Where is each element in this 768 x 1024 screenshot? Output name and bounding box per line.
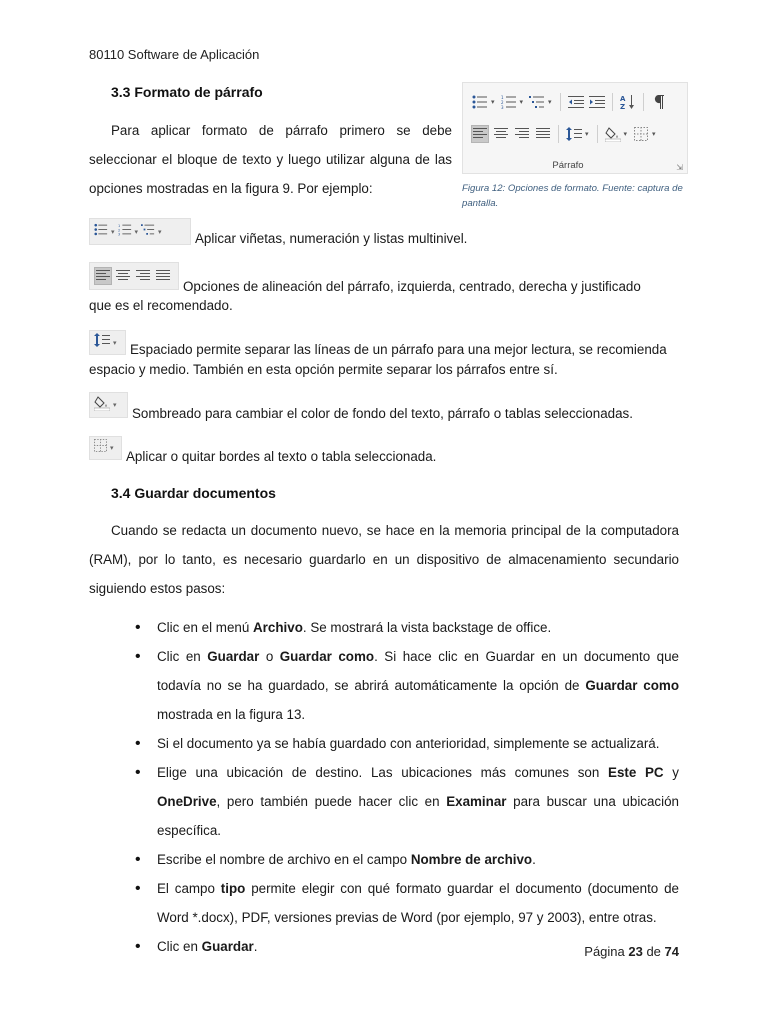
page-number: Página 23 de 74 [584, 944, 679, 959]
decrease-indent-icon [567, 93, 585, 111]
svg-text:A: A [619, 95, 625, 103]
numbering-icon [500, 93, 518, 111]
increase-indent-icon [588, 93, 606, 111]
align-right-icon [513, 125, 531, 143]
align-center-icon [114, 267, 132, 285]
section-title-3-3: 3.3 Formato de párrafo [111, 84, 263, 100]
numbering-icon [118, 223, 132, 241]
borders-button-image: ▾ [89, 436, 122, 460]
borders-icon [632, 125, 650, 143]
list-item: • Elige una ubicación de destino. Las ubicaciones más comunes son Este PC y OneDrive, pero también puede hacer clic en Examinar para buscar una ubicación específica. [157, 758, 679, 845]
option-borders-text: Aplicar o quitar bordes al texto o tabla seleccionada. [126, 449, 437, 464]
list-buttons-image: ▾ 1 2 3 ▾ ▾ [89, 218, 191, 245]
shading-icon [604, 125, 622, 143]
option-spacing-text-1: Espaciado permite separar las líneas de un párrafo para una mejor lectura, se recomienda [130, 342, 667, 357]
justify-icon [154, 267, 172, 285]
shading-icon [94, 395, 110, 416]
svg-text:3: 3 [117, 232, 120, 236]
multilevel-list-icon [141, 223, 155, 241]
borders-icon [94, 439, 107, 457]
alignment-buttons-image [89, 262, 179, 290]
shading-button-image: ▾ [89, 392, 128, 418]
svg-text:1: 1 [500, 95, 504, 100]
line-spacing-icon [565, 125, 583, 143]
align-center-icon [492, 125, 510, 143]
svg-text:2: 2 [500, 100, 504, 105]
line-spacing-icon [94, 333, 110, 352]
svg-text:Z: Z [619, 103, 625, 110]
svg-text:2: 2 [117, 227, 120, 232]
justify-icon [534, 125, 552, 143]
paragraph-ribbon-figure: ▾ 1 2 3 ▾ ▾ A Z ▾ ▾ ▾ Párrafo ⇲ [462, 82, 688, 174]
show-marks-icon [650, 93, 668, 111]
document-header: 80110 Software de Aplicación [89, 47, 260, 62]
bullets-icon [94, 223, 108, 241]
align-right-icon [134, 267, 152, 285]
option-shading-text: Sombreado para cambiar el color de fondo del texto, párrafo o tablas seleccionadas. [132, 406, 633, 421]
dialog-launcher-icon: ⇲ [676, 163, 683, 172]
section-3-4-intro: Cuando se redacta un documento nuevo, se hace en la memoria principal de la computadora (RAM), por lo tanto, es necesario guardarlo en un dispositivo de almacenamiento secundario siguiendo estos pasos: [89, 523, 679, 596]
sort-icon [619, 93, 637, 111]
align-left-icon [94, 267, 112, 285]
list-item: • Si el documento ya se había guardado con anterioridad, simplemente se actualizará. [157, 729, 679, 758]
line-spacing-button-image: ▾ [89, 330, 126, 355]
svg-text:1: 1 [117, 223, 120, 228]
list-item: • Clic en Guardar. [157, 932, 679, 961]
option-alignment-text-2: que es el recomendado. [89, 298, 233, 313]
bullets-icon [471, 93, 489, 111]
list-item: • Escribe el nombre de archivo en el campo Nombre de archivo. [157, 845, 679, 874]
list-item: • Clic en el menú Archivo. Se mostrará la vista backstage de office. [157, 613, 679, 642]
ribbon-group-label: Párrafo [552, 160, 584, 171]
save-steps-list [157, 613, 679, 961]
option-alignment-text-1: Opciones de alineación del párrafo, izquierda, centrado, derecha y justificado [183, 279, 641, 294]
option-lists-text: Aplicar viñetas, numeración y listas multinivel. [195, 231, 468, 246]
svg-text:3: 3 [500, 105, 504, 109]
list-item: • Clic en Guardar o Guardar como. Si hace clic en Guardar en un documento que todavía no se ha guardado, se abrirá automáticamente la opción de Guardar como mostrada en la figura 13. [157, 642, 679, 729]
section-3-3-intro: Para aplicar formato de párrafo primero se debe seleccionar el bloque de texto y luego utilizar alguna de las opciones mostradas en la figura 9. Por ejemplo: [89, 123, 452, 196]
figure-caption: Figura 12: Opciones de formato. Fuente: captura de pantalla. [462, 183, 683, 209]
list-item: • El campo tipo permite elegir con qué formato guardar el documento (documento de Word *.docx), PDF, versiones previas de Word (por ejemplo, 97 y 2003), entre otras. [157, 874, 679, 932]
section-title-3-4: 3.4 Guardar documentos [111, 485, 276, 501]
multilevel-list-icon [528, 93, 546, 111]
option-spacing-text-2: espacio y medio. También en esta opción permite separar los párrafos entre sí. [89, 362, 558, 377]
align-left-icon [471, 125, 489, 143]
